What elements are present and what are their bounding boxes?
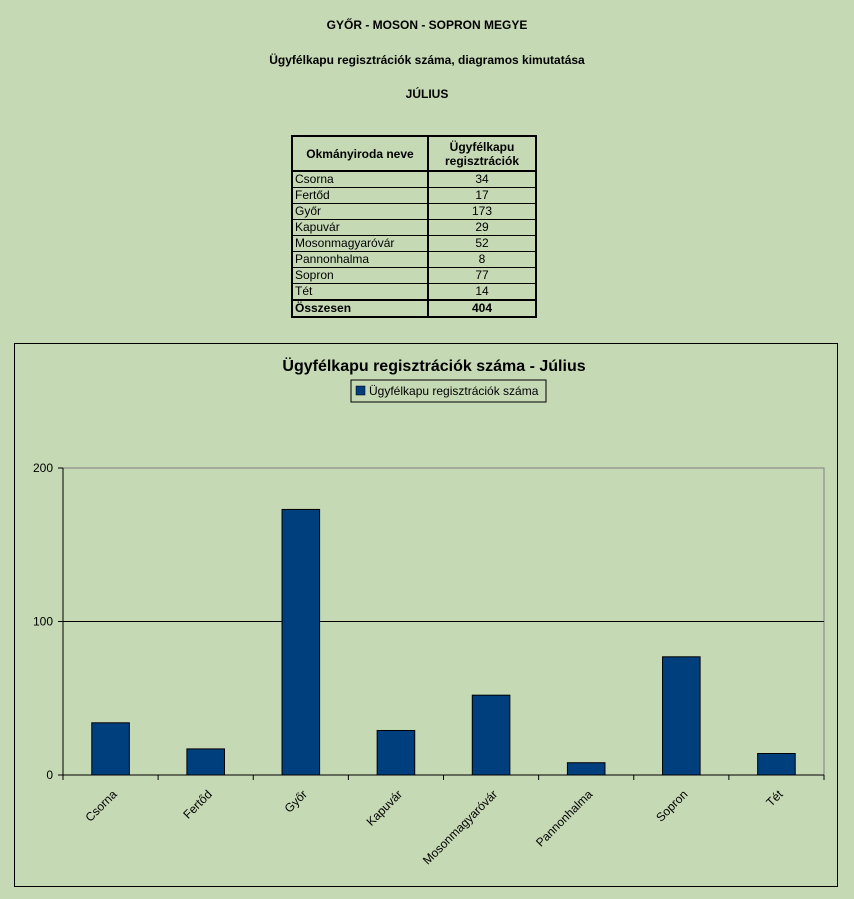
- report-subtitle: Ügyfélkapu regisztrációk száma, diagramos kimutatása: [269, 53, 585, 67]
- x-tick-label: Győr: [281, 787, 310, 816]
- x-tick-label: Fertőd: [180, 787, 215, 822]
- y-tick-label: 100: [32, 614, 53, 629]
- bar-mosonmagyaróvár: [472, 695, 510, 775]
- legend-label: Ügyfélkapu regisztrációk száma: [369, 384, 539, 398]
- chart-area: [14, 343, 838, 887]
- x-tick-label: Sopron: [653, 787, 691, 825]
- table-row: [292, 252, 536, 268]
- chart-title: Ügyfélkapu regisztrációk száma - Július: [282, 358, 586, 375]
- header-registrations: [428, 136, 536, 171]
- office-name-cell: Tét: [292, 284, 428, 301]
- header-registrations-line2: regisztrációk: [444, 153, 520, 168]
- x-tick-label: Pannonhalma: [533, 787, 596, 850]
- total-value-cell: 404: [428, 300, 536, 317]
- header-office-name: Okmányiroda neve: [292, 136, 428, 171]
- office-name-cell: Pannonhalma: [292, 252, 428, 268]
- summary-table: [291, 135, 537, 318]
- registration-count-cell: 8: [428, 252, 536, 268]
- x-tick-label: Kapuvár: [363, 787, 406, 829]
- registration-count-cell: 173: [428, 204, 536, 220]
- y-tick-label: 200: [32, 461, 53, 475]
- registration-count-cell: 17: [428, 188, 536, 204]
- office-name-cell: Mosonmagyaróvár: [292, 236, 428, 252]
- office-name-cell: Győr: [292, 204, 428, 220]
- legend-swatch: [356, 386, 365, 395]
- county-title: GYŐR - MOSON - SOPRON MEGYE: [326, 18, 528, 32]
- table-row: [292, 204, 536, 220]
- registration-count-cell: 29: [428, 220, 536, 236]
- month-title: JÚLIUS: [405, 87, 449, 101]
- bar-győr: [282, 509, 320, 775]
- total-label-cell: Összesen: [292, 300, 428, 317]
- registration-count-cell: 77: [428, 268, 536, 284]
- y-tick-label: 0: [46, 768, 53, 782]
- x-tick-label: Tét: [763, 787, 786, 810]
- bar-fertőd: [187, 749, 225, 775]
- x-tick-label: Csorna: [82, 787, 120, 825]
- office-name-cell: Kapuvár: [292, 220, 428, 236]
- registration-count-cell: 34: [428, 171, 536, 188]
- table-row: [292, 171, 536, 188]
- bar-pannonhalma: [567, 763, 605, 775]
- office-name-cell: Fertőd: [292, 188, 428, 204]
- registration-count-cell: 14: [428, 284, 536, 301]
- table-row: [292, 220, 536, 236]
- table-row: [292, 236, 536, 252]
- table-row: [292, 188, 536, 204]
- bar-csorna: [92, 723, 130, 775]
- table-header-row: [292, 136, 536, 171]
- table-total-row: [292, 300, 536, 317]
- table-row: [292, 284, 536, 301]
- bar-kapuvár: [377, 730, 415, 775]
- bar-sopron: [663, 657, 701, 775]
- office-name-cell: Csorna: [292, 171, 428, 188]
- office-name-cell: Sopron: [292, 268, 428, 284]
- bar-tét: [758, 754, 796, 775]
- header-registrations-line1: Ügyfélkapu: [449, 139, 515, 154]
- bar-chart: [15, 344, 837, 886]
- registration-count-cell: 52: [428, 236, 536, 252]
- x-tick-label: Mosonmagyaróvár: [420, 787, 501, 868]
- table-row: [292, 268, 536, 284]
